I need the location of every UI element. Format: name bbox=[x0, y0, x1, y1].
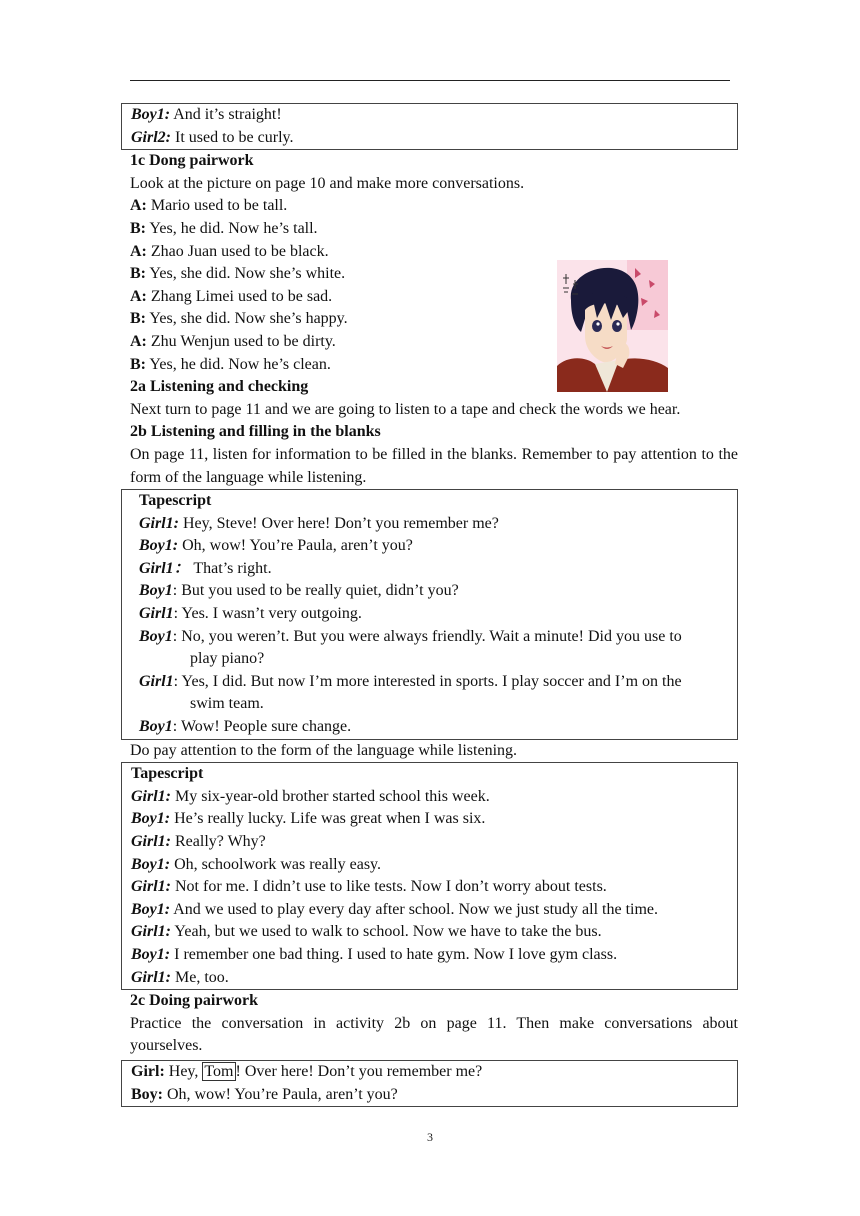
dialogue-text: Yes, she did. Now she’s white. bbox=[146, 265, 346, 283]
name-blank-box: Tom bbox=[204, 1062, 234, 1080]
dialogue-line bbox=[122, 1084, 737, 1107]
dialogue-text: Me, too. bbox=[171, 968, 229, 986]
speaker-label: Girl2: bbox=[131, 128, 171, 146]
tapescript-box-1 bbox=[121, 489, 738, 740]
dialogue-text: Zhu Wenjun used to be dirty. bbox=[146, 332, 336, 350]
dialogue-text: : Yes, I did. But now I’m more interested in sports. I play soccer and I’m on the bbox=[173, 672, 682, 690]
dialogue-text: ! Over here! Don’t you remember me? bbox=[235, 1062, 483, 1080]
header-rule bbox=[130, 80, 730, 81]
speaker-label: Boy1 bbox=[139, 718, 173, 736]
dialogue-line bbox=[122, 127, 737, 150]
section-heading-2b: 2b Listening and filling in the blanks bbox=[130, 423, 381, 441]
dialogue-text: That’s right. bbox=[189, 559, 272, 577]
tapescript-line bbox=[130, 671, 737, 716]
dialogue-text: He’s really lucky. Life was great when I was six. bbox=[170, 810, 486, 828]
speaker-label: Boy1: bbox=[131, 810, 171, 828]
tapescript-line bbox=[122, 876, 737, 899]
dialogue-text: Hey, Steve! Over here! Don’t you remember me? bbox=[179, 514, 499, 532]
listening-note: Do pay attention to the form of the language while listening. bbox=[130, 741, 518, 759]
tapescript-line-first bbox=[139, 671, 737, 694]
speaker-label: B: bbox=[130, 310, 146, 328]
dialogue-text: Mario used to be tall. bbox=[146, 197, 288, 215]
tapescript-line bbox=[122, 786, 737, 809]
dialogue-box-last bbox=[121, 1060, 738, 1107]
section-text-2c: Practice the conversation in activity 2b on page 11. Then make conversations about yourselves. bbox=[130, 1014, 738, 1055]
tapescript-line bbox=[130, 580, 737, 603]
tapescript-line bbox=[122, 921, 737, 944]
speaker-label: B: bbox=[130, 355, 146, 373]
dialogue-text: Yes, she did. Now she’s happy. bbox=[146, 310, 348, 328]
speaker-label: Girl1: bbox=[131, 787, 171, 805]
tapescript-title: Tapescript bbox=[139, 492, 212, 510]
speaker-label: Girl1: bbox=[139, 514, 179, 532]
anime-boy-illustration bbox=[557, 260, 668, 392]
tapescript-line bbox=[122, 808, 737, 831]
dialogue-text: It used to be curly. bbox=[171, 128, 294, 146]
dialogue-text: Oh, wow! You’re Paula, aren’t you? bbox=[163, 1085, 398, 1103]
speaker-label: B: bbox=[130, 265, 146, 283]
dialogue-line bbox=[122, 104, 737, 127]
speaker-label: Girl1: bbox=[131, 968, 171, 986]
dialogue-text: : But you used to be really quiet, didn’t you? bbox=[172, 582, 459, 600]
section-heading-1c: 1c Dong pairwork bbox=[130, 152, 254, 170]
dialogue-text: And it’s straight! bbox=[170, 106, 282, 123]
tapescript-line bbox=[130, 626, 737, 671]
dialogue-box-1 bbox=[121, 103, 738, 150]
speaker-label: B: bbox=[130, 219, 146, 237]
tapescript-line bbox=[130, 558, 737, 581]
tapescript-title: Tapescript bbox=[131, 765, 204, 783]
dialogue-text: Yes, he did. Now he’s clean. bbox=[146, 355, 331, 373]
dialogue-continuation: play piano? bbox=[190, 650, 265, 668]
dialogue-text: Zhao Juan used to be black. bbox=[146, 242, 329, 260]
dialogue-text: : Wow! People sure change. bbox=[172, 718, 352, 736]
speaker-label: Boy: bbox=[131, 1085, 163, 1103]
tapescript-line bbox=[122, 899, 737, 922]
dialogue-text: Zhang Limei used to be sad. bbox=[146, 287, 333, 305]
illustration-graphic bbox=[557, 260, 668, 392]
speaker-label: A: bbox=[130, 242, 147, 260]
tapescript-line bbox=[130, 513, 737, 536]
tapescript-line bbox=[122, 831, 737, 854]
tapescript-line bbox=[130, 535, 737, 558]
speaker-label: A: bbox=[130, 287, 147, 305]
dialogue-line bbox=[122, 1061, 737, 1084]
speaker-label: Girl1: bbox=[131, 833, 171, 850]
speaker-label: Boy1 bbox=[139, 582, 173, 600]
dialogue-text: Oh, schoolwork was really easy. bbox=[170, 855, 382, 873]
dialogue-text: Yes, he did. Now he’s tall. bbox=[146, 219, 318, 237]
tapescript-line bbox=[122, 967, 737, 990]
pairwork-line bbox=[121, 195, 738, 218]
dialogue-text: Oh, wow! You’re Paula, aren’t you? bbox=[178, 537, 413, 555]
section-text-2a: Next turn to page 11 and we are going to listen to a tape and check the words we hear. bbox=[130, 400, 681, 418]
tapescript-line bbox=[130, 716, 737, 739]
dialogue-text: And we used to play every day after school. Now we just study all the time. bbox=[170, 900, 658, 918]
speaker-label: Girl1 bbox=[139, 605, 174, 623]
dialogue-text: My six-year-old brother started school this week. bbox=[171, 787, 490, 805]
tapescript-box-2 bbox=[121, 762, 738, 990]
tapescript-line bbox=[122, 944, 737, 967]
speaker-label: A: bbox=[130, 332, 147, 350]
section-heading-2a: 2a Listening and checking bbox=[130, 378, 309, 396]
speaker-label: Boy1: bbox=[139, 537, 179, 555]
speaker-label: Girl: bbox=[131, 1062, 165, 1080]
speaker-label: Boy1 bbox=[139, 627, 173, 645]
dialogue-text: Really? Why? bbox=[171, 833, 266, 850]
speaker-label: A: bbox=[130, 197, 147, 215]
section-text-2b: On page 11, listen for information to be filled in the blanks. Remember to pay attention to the form of the language while listening. bbox=[130, 445, 738, 486]
page-number: 3 bbox=[427, 1130, 433, 1144]
dialogue-text: : No, you weren’t. But you were always friendly. Wait a minute! Did you use to bbox=[172, 627, 682, 645]
speaker-label: Girl1： bbox=[139, 559, 190, 577]
dialogue-continuation: swim team. bbox=[190, 695, 264, 713]
dialogue-text: Hey, bbox=[164, 1062, 203, 1080]
section-intro-1c: Look at the picture on page 10 and make more conversations. bbox=[130, 174, 525, 192]
speaker-label: Girl1: bbox=[131, 878, 171, 896]
speaker-label: Boy1: bbox=[131, 106, 171, 123]
speaker-label: Boy1: bbox=[131, 900, 171, 918]
section-heading-2c: 2c Doing pairwork bbox=[130, 992, 258, 1010]
speaker-label: Girl1 bbox=[139, 672, 174, 690]
tapescript-line-first bbox=[139, 626, 737, 649]
dialogue-text: : Yes. I wasn’t very outgoing. bbox=[173, 605, 362, 623]
dialogue-text: Not for me. I didn’t use to like tests. Now I don’t worry about tests. bbox=[171, 878, 607, 896]
tapescript-line bbox=[122, 854, 737, 877]
dialogue-text: Yeah, but we used to walk to school. Now we have to take the bus. bbox=[171, 923, 602, 941]
page-content bbox=[121, 103, 738, 1107]
tapescript-line bbox=[130, 603, 737, 626]
speaker-label: Boy1: bbox=[131, 855, 171, 873]
speaker-label: Boy1: bbox=[131, 945, 171, 963]
dialogue-text: I remember one bad thing. I used to hate gym. Now I love gym class. bbox=[170, 945, 618, 963]
speaker-label: Girl1: bbox=[131, 923, 171, 941]
pairwork-line bbox=[121, 218, 738, 241]
